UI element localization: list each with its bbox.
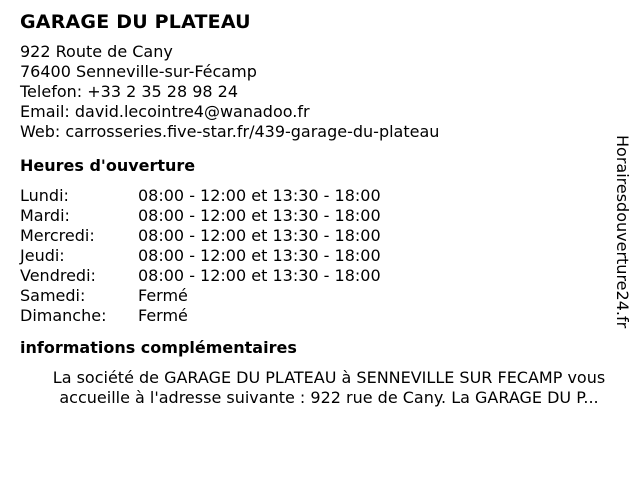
day-hours: 08:00 - 12:00 et 13:30 - 18:00 [138, 206, 381, 225]
info-heading: informations complémentaires [20, 338, 297, 357]
phone-line: Telefon: +33 2 35 28 98 24 [20, 82, 239, 101]
business-card [20, 10, 620, 408]
day-label: Vendredi: [20, 266, 96, 285]
day-hours: 08:00 - 12:00 et 13:30 - 18:00 [138, 246, 381, 265]
hours-row-saturday [20, 286, 381, 306]
info-line-2: accueille à l'adresse suivante : 922 rue de Cany. La GARAGE DU P... [59, 388, 599, 407]
day-label: Jeudi: [20, 246, 65, 265]
hours-row-thursday [20, 246, 381, 266]
hours-table [20, 186, 381, 326]
day-hours: Fermé [138, 306, 188, 325]
day-label: Mercredi: [20, 226, 95, 245]
hours-row-tuesday [20, 206, 381, 226]
email-line: Email: david.lecointre4@wanadoo.fr [20, 102, 310, 121]
hours-row-wednesday [20, 226, 381, 246]
info-line-1: La société de GARAGE DU PLATEAU à SENNEVILLE SUR FECAMP vous [52, 368, 606, 387]
street-address: 922 Route de Cany [20, 42, 173, 61]
web-line: Web: carrosseries.five-star.fr/439-garage-du-plateau [20, 122, 440, 141]
hours-heading: Heures d'ouverture [20, 156, 196, 175]
hours-row-monday [20, 186, 381, 206]
info-paragraph [19, 368, 639, 408]
day-label: Mardi: [20, 206, 70, 225]
city-address: 76400 Senneville-sur-Fécamp [20, 62, 257, 81]
day-hours: 08:00 - 12:00 et 13:30 - 18:00 [138, 266, 381, 285]
business-title: GARAGE DU PLATEAU [20, 11, 251, 33]
hours-row-friday [20, 266, 381, 286]
day-label: Dimanche: [20, 306, 107, 325]
day-hours: Fermé [138, 286, 188, 305]
day-label: Samedi: [20, 286, 86, 305]
day-hours: 08:00 - 12:00 et 13:30 - 18:00 [138, 186, 381, 205]
site-watermark-label: Horairesdouverture24.fr [613, 135, 632, 329]
hours-row-sunday [20, 306, 381, 326]
day-label: Lundi: [20, 186, 69, 205]
day-hours: 08:00 - 12:00 et 13:30 - 18:00 [138, 226, 381, 245]
contact-block [20, 42, 620, 142]
